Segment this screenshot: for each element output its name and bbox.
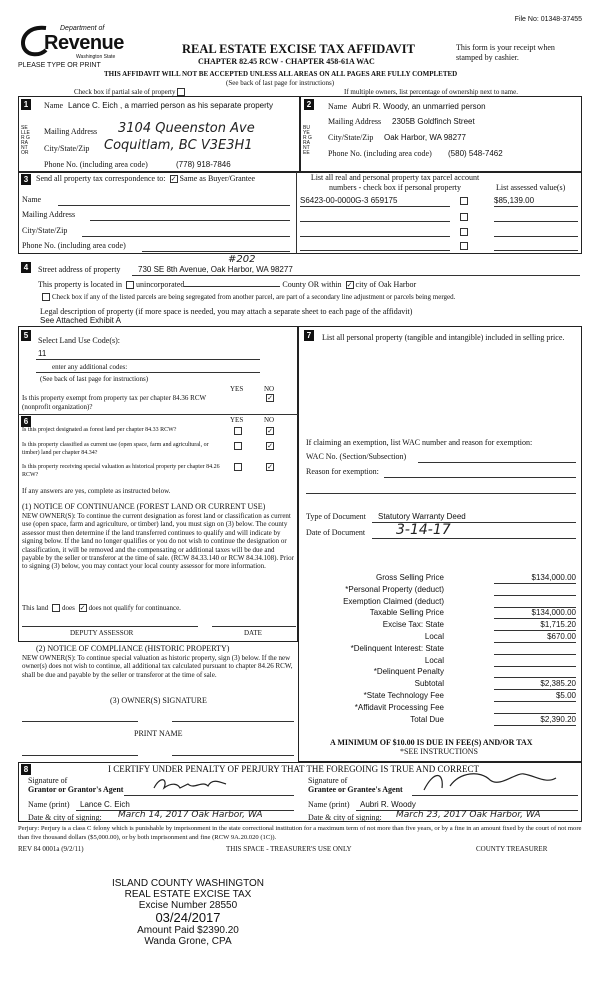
does-checkbox[interactable] [52, 604, 60, 612]
exempt-no-checkbox[interactable]: ✓ [267, 394, 273, 402]
buyer-name[interactable]: Aubri R. Woody, an unmarried person [352, 102, 486, 111]
unit-handwritten: #202 [228, 254, 256, 265]
treasurer-stamp [108, 878, 268, 947]
grantee-print-name[interactable]: Aubri R. Woody [360, 800, 416, 809]
tax-row-value[interactable]: $670.00 [547, 632, 576, 641]
parcel-number[interactable]: S6423-00-0000G-3 659175 [300, 196, 398, 205]
stamp-line-6: Wanda Grone, CPA [144, 936, 232, 947]
grantor-name-label: Name (print) [28, 800, 70, 809]
tax-row-label: Local [424, 632, 444, 641]
minimum-fee-notice: A MINIMUM OF $10.00 IS DUE IN FEE(S) AND/OR TAX [330, 738, 533, 747]
print-name-label: PRINT NAME [134, 729, 183, 738]
grantor-sig-label: Signature of [28, 776, 68, 785]
no-header-6: NO [264, 416, 275, 424]
tax-row-line [494, 666, 576, 667]
tax-row-label: *Affidavit Processing Fee [354, 702, 444, 712]
stamp-line-4: 03/24/2017 [155, 910, 221, 925]
city-checkbox[interactable]: ✓ [346, 281, 353, 290]
grantee-agent-label: Grantee or Grantee's Agent [308, 785, 403, 794]
buyer-city[interactable]: Oak Harbor, WA 98277 [384, 133, 466, 142]
tax-row-label: Gross Selling Price [375, 573, 444, 582]
partial-sale-label: Check box if partial sale of property [74, 88, 187, 96]
grantee-date-city[interactable]: March 23, 2017 Oak Harbor, WA [396, 810, 541, 820]
exempt-question: Is this property exempt from property tax per chapter 84.36 RCW (nonprofit organization)? [22, 394, 206, 411]
seller-side-label: SELLER GRANTOR [21, 125, 30, 156]
tax-row-line [494, 654, 576, 655]
see-instructions: *SEE INSTRUCTIONS [400, 747, 479, 756]
seller-city[interactable]: Coquitlam, BC V3E3H1 [104, 138, 253, 153]
grantor-agent-label: Grantor or Grantor's Agent [28, 785, 124, 794]
section-number-1: 1 [21, 99, 31, 110]
section-number-7: 7 [304, 330, 314, 341]
section-number-6: 6 [21, 416, 31, 427]
grantee-name-label: Name (print) [308, 800, 350, 809]
does-not-checkbox[interactable]: ✓ [79, 604, 86, 613]
seller-city-label: City/State/Zip [44, 144, 90, 153]
revenue-logo [20, 20, 130, 60]
section-number-3: 3 [21, 174, 31, 185]
tax-row-label: Excise Tax: State [382, 620, 444, 630]
tax-row-label: *Delinquent Penalty [373, 667, 444, 677]
buyer-phone[interactable]: (580) 548-7462 [448, 149, 503, 158]
section-number-5: 5 [21, 330, 31, 341]
certify-statement: I CERTIFY UNDER PENALTY OF PERJURY THAT THE FOREGOING IS TRUE AND CORRECT [108, 764, 479, 774]
multiple-owners-note: If multiple owners, list percentage of ownership next to name. [344, 88, 518, 96]
seller-phone-label: Phone No. (including area code) [44, 160, 148, 169]
historical-question: Is this property receiving special valuation as historical property per chapter 84.26 RCW? [22, 464, 220, 478]
continuance-line: This land does ✓ does not qualify for continuance. [22, 604, 181, 613]
assessed-value[interactable]: $85,139.00 [494, 196, 535, 205]
grantee-sig-label: Signature of [308, 776, 348, 785]
form-title: REAL ESTATE EXCISE TAX AFFIDAVIT [182, 42, 415, 56]
county-treasurer: COUNTY TREASURER [476, 845, 548, 853]
logo-state: Washington State [76, 54, 116, 60]
current-use-yes-checkbox[interactable] [234, 442, 242, 450]
parcel-personal-checkbox-2[interactable] [460, 213, 468, 221]
assessor-date-label: DATE [244, 629, 262, 637]
tax-row-line [494, 595, 576, 596]
see-back-note: (See back of last page for instructions) [226, 79, 335, 87]
tax-row-value[interactable]: $134,000.00 [531, 608, 576, 618]
reason-label: Reason for exemption: [306, 467, 379, 476]
located-line: This property is located in unincorporated County OR within ✓ city of Oak Harbor [38, 280, 417, 290]
select-land-label: Select Land Use Code(s): [38, 336, 120, 345]
historical-no-checkbox[interactable]: ✓ [267, 463, 273, 471]
street-address[interactable]: 730 SE 8th Avenue, Oak Harbor, WA 98277 [138, 265, 293, 274]
seller-mailing-label: Mailing Address [44, 127, 98, 136]
buyer-mailing-label: Mailing Address [328, 117, 382, 126]
grantor-date-label: Date & city of signing: [28, 813, 102, 822]
tax-row-label: *Delinquent Interest: State [350, 643, 444, 653]
legal-description[interactable]: See Attached Exhibit A [40, 316, 121, 325]
unincorporated-checkbox[interactable] [126, 281, 134, 289]
stamp-line-1: ISLAND COUNTY WASHINGTON [111, 878, 265, 889]
logo-department: Department of [60, 25, 105, 32]
notice-1-title: (1) NOTICE OF CONTINUANCE (FOREST LAND OR CURRENT USE) [22, 502, 266, 511]
tax-row-label: Taxable Selling Price [369, 608, 444, 618]
sec3-mailing-label: Mailing Address [22, 210, 76, 219]
assessed-header: List assessed value(s) [496, 183, 566, 192]
tax-row-line [494, 642, 576, 643]
send-correspondence: Send all property tax correspondence to: ✓ Same as Buyer/Grantee [36, 174, 256, 184]
tax-row-label: Local [424, 655, 444, 665]
doc-type[interactable]: Statutory Warranty Deed [378, 512, 466, 521]
tax-row-label: *Personal Property (deduct) [345, 584, 444, 594]
notice-2-title: (2) NOTICE OF COMPLIANCE (HISTORIC PROPERTY) [36, 644, 230, 653]
tax-row-label: Subtotal [414, 679, 444, 689]
sec5-see-back: (See back of last page for instructions) [40, 375, 149, 383]
buyer-mailing[interactable]: 2305B Goldfinch Street [392, 117, 475, 126]
street-label: Street address of property [38, 265, 121, 274]
tax-row-line [494, 583, 576, 584]
seller-name[interactable]: Lance C. Eich , a married person as his separate property [68, 101, 273, 110]
personal-property-header: List all personal property (tangible and intangible) included in selling price. [322, 333, 565, 342]
parcel-personal-checkbox-3[interactable] [460, 228, 468, 236]
section-number-4: 4 [21, 262, 31, 273]
tax-row-label: Total Due [410, 714, 444, 724]
buyer-phone-label: Phone No. (including area code) [328, 149, 432, 158]
seller-name-label: Name [44, 101, 64, 110]
forest-yes-checkbox[interactable] [234, 427, 242, 435]
additional-codes-label: enter any additional codes: [52, 363, 128, 371]
current-use-question: Is this property classified as current use (open space, farm and agricultural, or timber) land per chapter 84.34? [22, 442, 209, 456]
doc-date[interactable]: 3-14-17 [396, 522, 451, 538]
forest-question: Is this project designated as forest land per chapter 84.33 RCW? [22, 427, 177, 433]
tax-row-value[interactable]: $5.00 [555, 691, 576, 700]
seller-mailing[interactable]: 3104 Queenston Ave [118, 121, 255, 136]
tax-row-label: *State Technology Fee [363, 691, 444, 700]
yes-header-6: YES [230, 416, 244, 424]
buyer-city-label: City/State/Zip [328, 133, 374, 142]
land-use-code[interactable]: 11 [38, 349, 47, 358]
seller-phone[interactable]: (778) 918-7846 [176, 160, 231, 169]
sec3-city-label: City/State/Zip [22, 226, 68, 235]
yes-header-5: YES [230, 385, 244, 393]
no-header-5: NO [264, 385, 275, 393]
sec3-phone-label: Phone No. (including area code) [22, 241, 126, 250]
treasurer-only: THIS SPACE - TREASURER'S USE ONLY [226, 845, 352, 853]
parcel-personal-checkbox-1[interactable] [460, 197, 468, 205]
tax-row-value[interactable]: $1,715.20 [540, 620, 576, 630]
sec3-name-label: Name [22, 195, 42, 204]
notice-2-body: NEW OWNER(S): To continue special valuation as historic property, sign (3) below. If the new owner(s) does not wish to continue, all additional tax calculated pursuant to chapter 84.26 RCW, shall be due and payable by the seller or transferor at the time of sale. [22, 654, 293, 679]
stamp-line-5: Amount Paid $2390.20 [137, 925, 239, 936]
forest-no-checkbox[interactable]: ✓ [267, 427, 273, 435]
form-subtitle: CHAPTER 82.45 RCW - CHAPTER 458-61A WAC [198, 57, 375, 66]
tax-row-value[interactable]: $2,390.20 [540, 714, 576, 724]
not-accepted-notice: THIS AFFIDAVIT WILL NOT BE ACCEPTED UNLESS ALL AREAS ON ALL PAGES ARE FULLY COMPLETED [104, 70, 458, 78]
historical-yes-checkbox[interactable] [234, 463, 242, 471]
claiming-exemption-label: If claiming an exemption, list WAC number and reason for exemption: [306, 438, 533, 447]
deputy-assessor-label: DEPUTY ASSESSOR [70, 629, 134, 637]
parcel-header: List all real and personal property tax parcel account numbers - check box if personal property [310, 173, 480, 192]
tax-row-value[interactable]: $134,000.00 [531, 573, 576, 582]
wac-label: WAC No. (Section/Subsection) [306, 452, 407, 461]
receipt-note: This form is your receipt when stamped by cashier. [456, 43, 555, 62]
file-number: File No: 01348-37455 [514, 16, 582, 23]
same-as-buyer-checkbox[interactable]: ✓ [170, 175, 177, 184]
buyer-side-label: BUYER GRANTEE [303, 125, 312, 156]
section-number-2: 2 [304, 99, 314, 110]
doc-date-label: Date of Document [306, 528, 366, 537]
perjury-notice: Perjury: Perjury is a class C felony which is punishable by imprisonment in the state correctional institution for a maximum term of not more than five years, or by a fine in an amount fixed by the court of not more than five thousand dollars ($5,000.00), or by both imprisonment and fine (RCW 9A.20.020 (1C)). [18, 825, 582, 841]
grantee-signature[interactable] [420, 766, 560, 796]
legal-label: Legal description of property (if more space is needed, you may attach a separate sheet to each page of the affidavit) [40, 307, 413, 316]
section-5-6 [18, 326, 298, 642]
parcel-personal-checkbox-4[interactable] [460, 242, 468, 250]
owner-signature-label: (3) OWNER(S) SIGNATURE [110, 696, 207, 705]
stamp-line-2: REAL ESTATE EXCISE TAX [124, 889, 252, 900]
please-type: PLEASE TYPE OR PRINT [18, 62, 101, 69]
current-use-no-checkbox[interactable]: ✓ [267, 442, 273, 450]
grantor-print-name[interactable]: Lance C. Eich [80, 800, 130, 809]
segregated-checkbox[interactable] [42, 293, 50, 301]
doc-type-label: Type of Document [306, 512, 366, 521]
section-number-8: 8 [21, 764, 31, 775]
tax-row-value[interactable]: $2,385.20 [540, 679, 576, 689]
stamp-line-3: Excise Number 28550 [138, 900, 238, 911]
grantor-date-city[interactable]: March 14, 2017 Oak Harbor, WA [118, 810, 263, 820]
buyer-name-label: Name [328, 102, 348, 111]
logo-revenue: Revenue [44, 32, 124, 54]
if-yes-note: If any answers are yes, complete as instructed below. [22, 487, 171, 495]
grantee-date-label: Date & city of signing: [308, 813, 382, 822]
notice-1-body: NEW OWNER(S): To continue the current designation as forest land or classification as current use (open space, farm and agriculture, or timber) land, you must sign on (3) below. The county assessor must then determine if the land transferred continues to qualify and will indicate by signing below. If the land no longer qualifies or you do not wish to continue the designation or classification, it will be removed and the compensating or additional taxes will be due and payable by the seller or transferor at the time of sale. (RCW 84.33.140 or RCW 84.34.108). Prior to signing (3) below, you may contact your local county assessor for more information. [22, 512, 294, 571]
tax-row-line [494, 701, 576, 702]
grantor-signature[interactable] [150, 774, 230, 794]
segregated-note: Check box if any of the listed parcels are being segregated from another parcel, are part of a secondary line adjustment or parcels being merged. [40, 293, 455, 301]
rev-number: REV 84 0001a (9/2/11) [18, 845, 84, 853]
tax-row-label: Exemption Claimed (deduct) [343, 596, 444, 606]
tax-row-line [494, 725, 576, 726]
